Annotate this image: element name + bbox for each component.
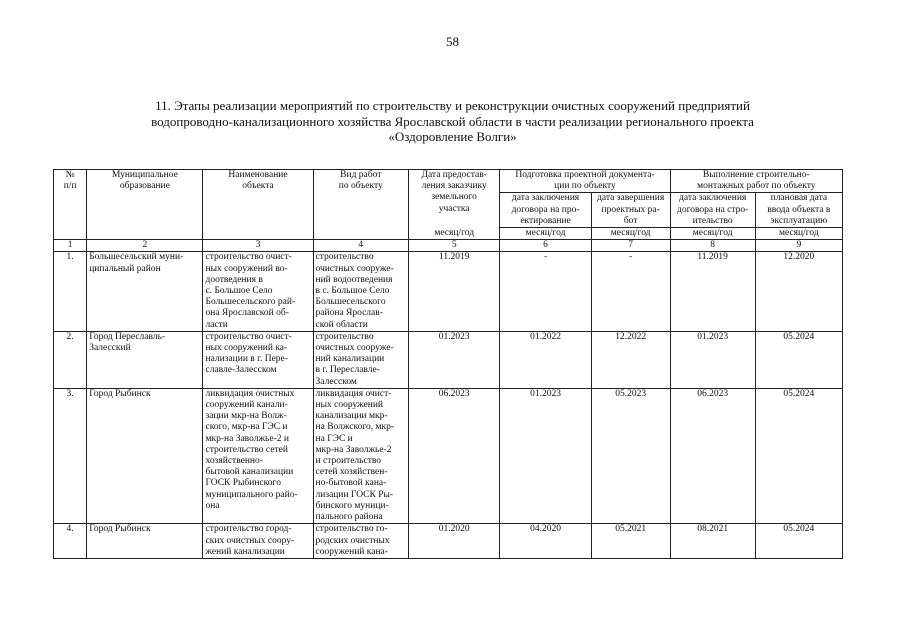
header-col-works: Вид работ по объекту — [313, 170, 409, 240]
build-contract-cell: 01.2023 — [670, 331, 755, 388]
cell-line: зации мкр-на Волж- — [205, 411, 287, 422]
header-col-build-contract: дата заключения договора на стро- ительство — [670, 193, 755, 228]
commission-cell: 05.2024 — [755, 524, 842, 559]
municipality-cell — [87, 252, 203, 331]
cell-line: бытовой канализации — [205, 467, 294, 478]
cell-line: Залесском — [315, 376, 357, 387]
cell-line: канализации мкр- — [315, 411, 388, 422]
unit-label: месяц/год — [500, 228, 591, 240]
municipality-cell — [87, 388, 203, 523]
cell-line: она — [205, 500, 220, 511]
municipality-cell — [87, 331, 203, 388]
cell-line: в г. Переславле- — [315, 365, 380, 376]
cell-line: с. Большое Село — [205, 286, 273, 297]
cell-line: ласти — [205, 319, 228, 330]
cell-line: сооружений кана- — [315, 546, 388, 557]
page-number: 58 — [446, 34, 459, 49]
unit-label: месяц/год — [591, 228, 670, 240]
land-date-cell: 01.2020 — [409, 524, 500, 559]
column-number: 5 — [409, 240, 500, 252]
row-number: 3. — [54, 388, 87, 523]
header-group-design: Подготовка проектной документа- ции по объекту — [500, 170, 670, 193]
cell-line: ских очистных соору- — [205, 535, 295, 546]
unit-label: месяц/год — [670, 228, 755, 240]
cell-line: строительство очист- — [205, 252, 292, 263]
design-end-cell: 05.2021 — [591, 524, 670, 559]
works-cell — [313, 524, 409, 559]
section-title — [60, 98, 845, 145]
cell-line: бинского муници- — [315, 500, 389, 511]
cell-line: она Ярославской об- — [205, 308, 289, 319]
land-date-cell: 06.2023 — [409, 388, 500, 523]
column-numbers-row — [54, 240, 843, 252]
title-line: 11. Этапы реализации мероприятий по строительству и реконструкции очистных сооружений предприятий — [155, 98, 750, 113]
cell-line: ний канализации — [315, 354, 385, 365]
object-cell — [203, 331, 313, 388]
cell-line: ского, мкр-на ГЭС и — [205, 422, 288, 433]
column-number: 9 — [755, 240, 842, 252]
header-col-no: № п/п — [54, 170, 87, 240]
column-number: 1 — [54, 240, 87, 252]
column-number: 3 — [203, 240, 313, 252]
works-cell — [313, 388, 409, 523]
cell-line: муниципального райо- — [205, 489, 298, 500]
commission-cell: 05.2024 — [755, 388, 842, 523]
municipality-cell — [87, 524, 203, 559]
cell-line: но-бытовой кана- — [315, 478, 387, 489]
header-col-commission: плановая дата ввода объекта в эксплуатацию — [755, 193, 842, 228]
cell-line: Большесельского рай- — [205, 297, 296, 308]
cell-line: лизации ГОСК Ры- — [315, 489, 394, 500]
row-number: 4. — [54, 524, 87, 559]
column-number: 2 — [87, 240, 203, 252]
cell-line: Город Переславль- — [89, 331, 166, 342]
cell-line: Большесельский муни- — [89, 252, 184, 263]
table-row — [54, 331, 843, 388]
cell-line: ний водоотведения — [315, 274, 393, 285]
title-line: «Оздоровление Волги» — [388, 129, 517, 144]
cell-line: очистных сооруже- — [315, 343, 394, 354]
column-number: 4 — [313, 240, 409, 252]
cell-line: в с. Большое Село — [315, 286, 390, 297]
cell-line: жений канализации — [205, 546, 285, 557]
cell-line: Город Рыбинск — [89, 524, 151, 535]
cell-line: Город Рыбинск — [89, 388, 151, 399]
cell-line: мкр-на Заволжье-2 — [315, 444, 392, 455]
design-end-cell: 12.2022 — [591, 331, 670, 388]
build-contract-cell: 08.2021 — [670, 524, 755, 559]
cell-line: строительство очист- — [205, 331, 292, 342]
cell-line: ГОСК Рыбинского — [205, 478, 281, 489]
header-col-municipality: Муниципальное образование — [87, 170, 203, 240]
cell-line: на ГЭС и — [315, 433, 353, 444]
title-line: водопроводно-канализационного хозяйства Ярославской области в части реализации регионального проекта — [151, 113, 754, 129]
cell-line: района Ярослав- — [315, 308, 383, 319]
table-row — [54, 252, 843, 331]
cell-line: славле-Залесском — [205, 365, 277, 376]
column-number: 8 — [670, 240, 755, 252]
cell-line: строительство город- — [205, 524, 292, 535]
object-cell — [203, 524, 313, 559]
object-cell — [203, 388, 313, 523]
commission-cell: 12.2020 — [755, 252, 842, 331]
cell-line: строительство — [315, 331, 374, 342]
design-contract-cell: 01.2022 — [500, 331, 591, 388]
cell-line: доотведения в — [205, 274, 263, 285]
design-contract-cell: 01.2023 — [500, 388, 591, 523]
works-cell — [313, 331, 409, 388]
cell-line: мкр-на Заволжье-2 и — [205, 433, 289, 444]
cell-line: и строительство — [315, 456, 382, 467]
works-cell — [313, 252, 409, 331]
cell-line: строительство — [315, 252, 374, 263]
cell-line: сетей хозяйствен- — [315, 467, 388, 478]
cell-line: Залесский — [89, 343, 131, 354]
cell-line: пального района — [315, 512, 383, 523]
stages-table — [53, 169, 843, 559]
cell-line: на Волжского, мкр- — [315, 422, 395, 433]
cell-line: ципальный район — [89, 263, 161, 274]
cell-line: строительство сетей — [205, 444, 288, 455]
cell-line: ликвидация очистных — [205, 388, 295, 399]
header-col-design-contract: дата заключения договора на про- ектирование — [500, 193, 591, 228]
cell-line: хозяйственно- — [205, 456, 263, 467]
column-number: 6 — [500, 240, 591, 252]
table-row — [54, 524, 843, 559]
cell-line: очистных сооруже- — [315, 263, 394, 274]
unit-label: месяц/год — [755, 228, 842, 240]
commission-cell: 05.2024 — [755, 331, 842, 388]
column-number: 7 — [591, 240, 670, 252]
design-end-cell: - — [591, 252, 670, 331]
header-group-construction: Выполнение строительно- монтажных работ по объекту — [670, 170, 842, 193]
table-body — [54, 252, 843, 558]
design-end-cell: 05.2023 — [591, 388, 670, 523]
cell-line: ных сооружений во- — [205, 263, 288, 274]
cell-line: ных сооружений ка- — [205, 343, 288, 354]
cell-line: ликвидация очист- — [315, 388, 392, 399]
cell-line: Большесельского — [315, 297, 386, 308]
header-col-object: Наименование объекта — [203, 170, 313, 240]
build-contract-cell: 11.2019 — [670, 252, 755, 331]
object-cell — [203, 252, 313, 331]
header-col-land: Дата предостав- ления заказчику земельного участка — [409, 170, 500, 228]
build-contract-cell: 06.2023 — [670, 388, 755, 523]
header-row-group — [54, 170, 843, 193]
cell-line: нализации в г. Пере- — [205, 354, 288, 365]
header-col-design-end: дата завершения проектных ра- бот — [591, 193, 670, 228]
land-date-cell: 01.2023 — [409, 331, 500, 388]
cell-line: родских очистных — [315, 535, 390, 546]
cell-line: сооружений канали- — [205, 400, 288, 411]
cell-line: строительство го- — [315, 524, 388, 535]
table-row — [54, 388, 843, 523]
unit-label: месяц/год — [409, 228, 500, 240]
design-contract-cell: - — [500, 252, 591, 331]
cell-line: ных сооружений — [315, 400, 383, 411]
row-number: 1. — [54, 252, 87, 331]
design-contract-cell: 04.2020 — [500, 524, 591, 559]
cell-line: ской области — [315, 319, 368, 330]
land-date-cell: 11.2019 — [409, 252, 500, 331]
row-number: 2. — [54, 331, 87, 388]
